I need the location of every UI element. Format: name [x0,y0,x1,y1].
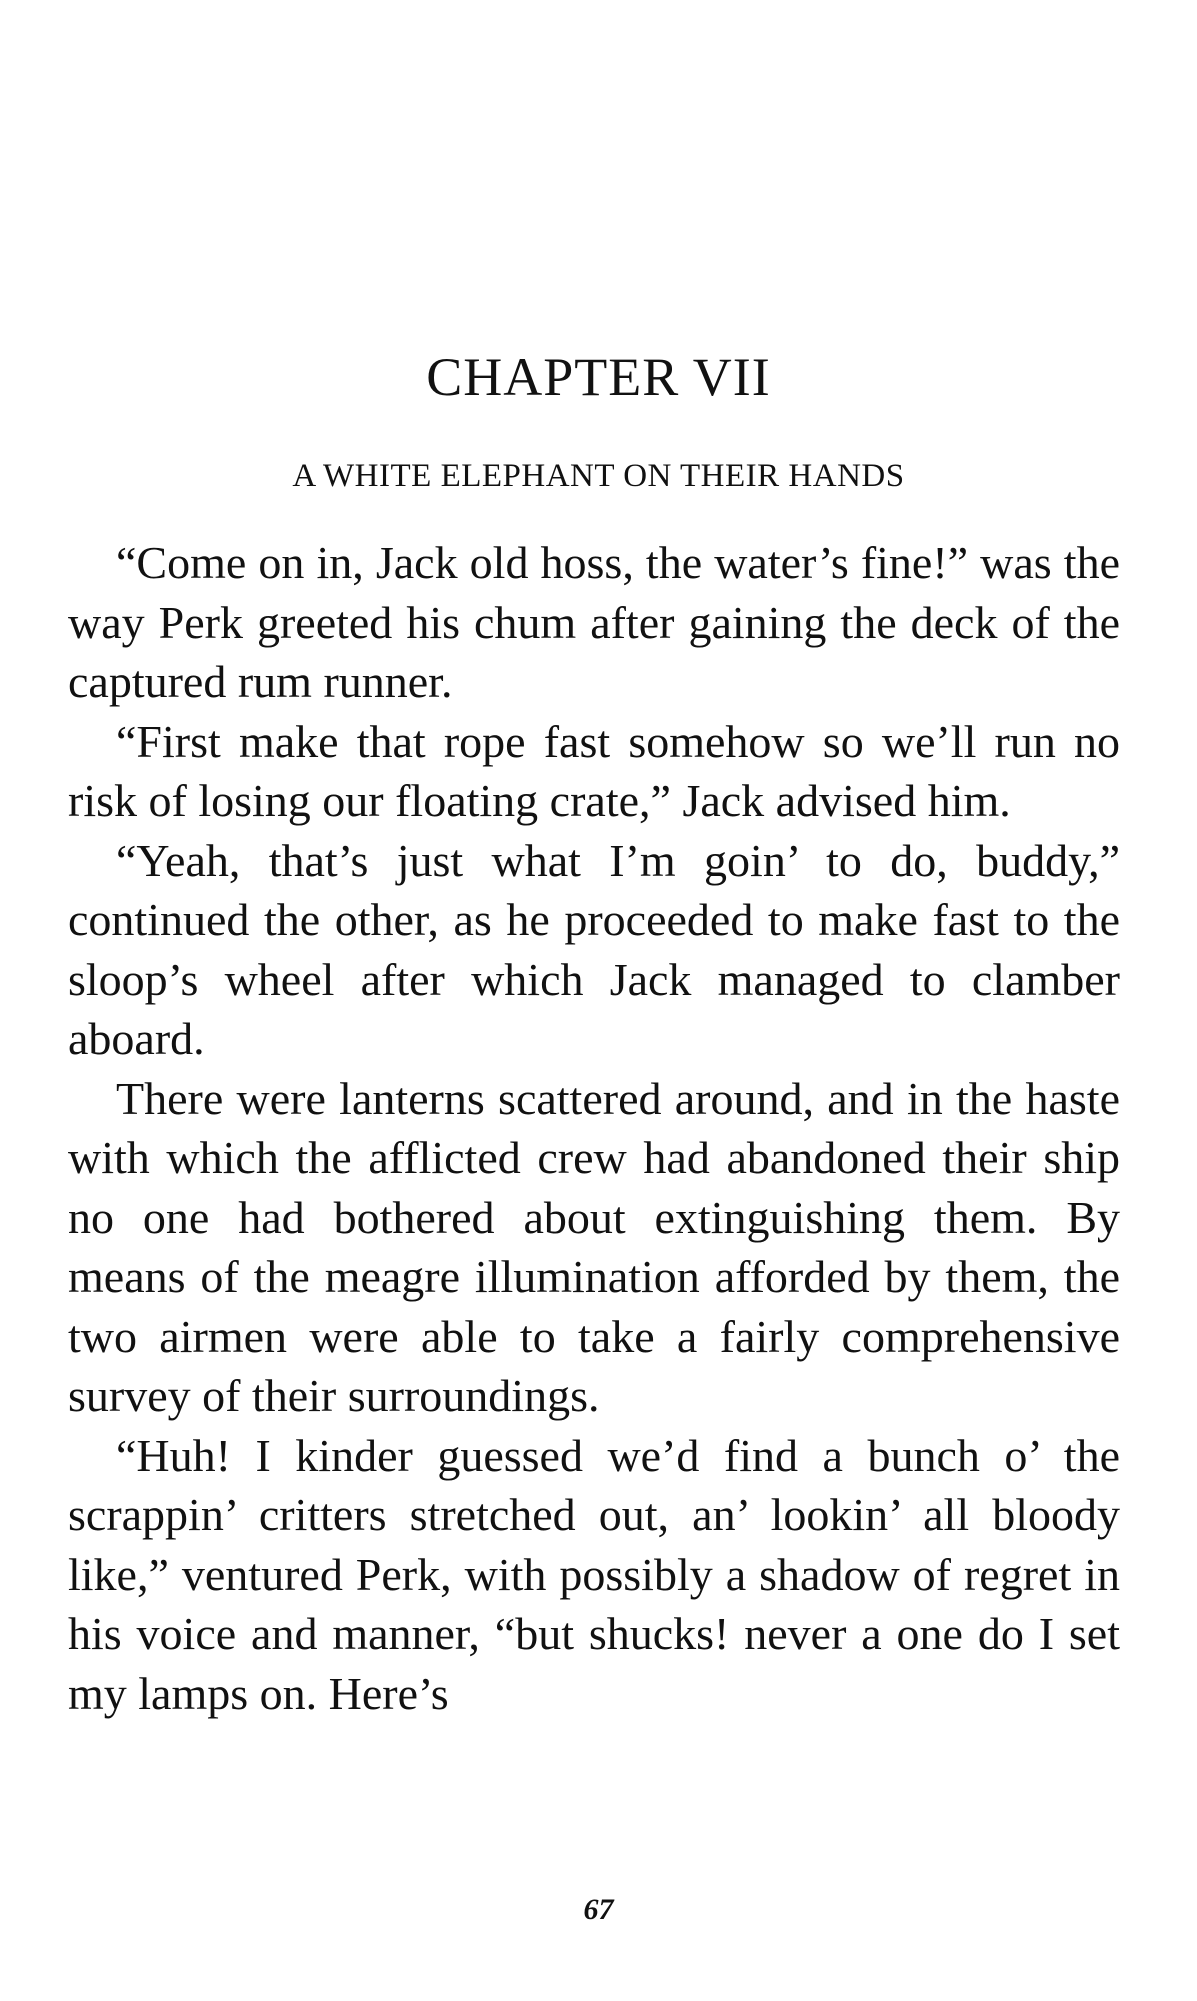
chapter-title: A WHITE ELEPHANT ON THEIR HANDS [292,458,905,494]
page-number: 67 [583,1893,614,1926]
paragraph: There were lanterns scattered around, and in the haste with which the afflicted crew had abandoned their ship no one had bothered about extinguishing them. By means of the meagre illumination afforded by them, the two airmen were able to take a fairly comprehensive survey of their surroundings. [68,1072,1120,1421]
paragraph: “Yeah, that’s just what I’m goin’ to do, buddy,” continued the other, as he proceeded to make fast to the sloop’s wheel after which Jack managed to clamber aboard. [68,834,1120,1064]
body-text [68,533,1120,1723]
paragraph: “Come on in, Jack old hoss, the water’s fine!” was the way Perk greeted his chum after gaining the deck of the captured rum runner. [68,537,1120,707]
paragraph: “Huh! I kinder guessed we’d find a bunch o’ the scrappin’ critters stretched out, an’ lookin’ all bloody like,” ventured Perk, with possibly a shadow of regret in his voice and manner, “but shucks! never a one do I set my lamps on. Here’s [68,1429,1120,1719]
chapter-heading: CHAPTER VII [426,347,771,407]
paragraph: “First make that rope fast somehow so we’ll run no risk of losing our floating crate,” Jack advised him. [68,715,1120,826]
